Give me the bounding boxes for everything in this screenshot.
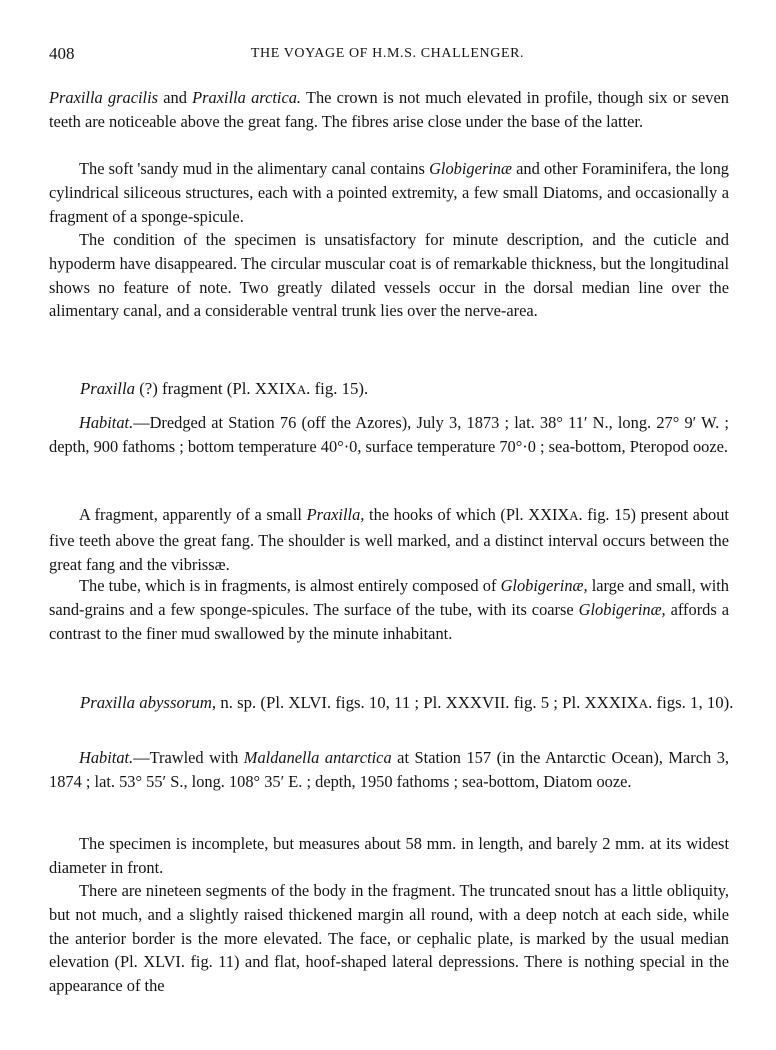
taxon-name: Praxilla abyssorum, bbox=[80, 693, 217, 712]
text-run: A bbox=[569, 509, 579, 523]
text-run: . fig. 15). bbox=[306, 379, 369, 398]
paragraph-1 bbox=[49, 86, 729, 134]
text-run: affords a contrast to the finer mud swallowed by the minute inhabitant. bbox=[49, 599, 729, 643]
habitat-label: Habitat. bbox=[79, 413, 134, 432]
text-run: . fig. 15) present about five teeth above the great fang. The shoulder is well marked, and a distinct interval occurs between the great fang and the vibrissæ. bbox=[49, 505, 729, 574]
page-number: 408 bbox=[49, 44, 75, 63]
taxon-name: Globigerinæ bbox=[429, 159, 512, 178]
paragraph-5 bbox=[49, 574, 729, 645]
text-run: and other Foraminifera, the long cylindrical siliceous structures, each with a pointed extremity, a few small Diatoms, and occasionally a fragment of a sponge-spicule. bbox=[49, 159, 729, 226]
text-run: . figs. 1, 10). bbox=[648, 693, 734, 712]
running-title: THE VOYAGE OF H.M.S. CHALLENGER. bbox=[250, 46, 525, 61]
text-run: large and small, with sand-grains and a few sponge-spicules. The surface of the tube, with its coarse bbox=[49, 576, 729, 619]
paragraph-4 bbox=[49, 503, 729, 576]
text-run: at Station 157 (in the Antarctic Ocean), March 3, 1874 ; lat. 53° 55′ S., long. 108° 35′ E. ; depth, 1950 fathoms ; sea-bottom, Diatom ooze. bbox=[49, 748, 729, 791]
text-run: The crown is not much elevated in profile, though six or seven teeth are noticeable above the great fang. The fibres arise close under the base of the latter. bbox=[49, 88, 729, 131]
taxon-name: Maldanella antarctica bbox=[243, 748, 392, 767]
page-header bbox=[49, 44, 726, 68]
taxon-name: Praxilla arctica. bbox=[192, 88, 302, 107]
text-run: —Trawled with bbox=[133, 748, 244, 767]
text-run: A bbox=[296, 382, 307, 397]
species-heading-1 bbox=[80, 377, 368, 402]
text-run: The tube, which is in fragments, is almost entirely composed of bbox=[79, 576, 501, 595]
text-run: A bbox=[638, 696, 649, 711]
species-heading-2 bbox=[80, 690, 766, 716]
text-run: n. sp. (Pl. XLVI. figs. 10, 11 ; Pl. XXXVII. fig. 5 ; Pl. XXXIX bbox=[216, 693, 639, 712]
taxon-name: Praxilla, bbox=[306, 505, 365, 524]
taxon-name: Globigerinæ, bbox=[578, 599, 666, 619]
text-run: The specimen is incomplete, but measures about 58 mm. in length, and barely 2 mm. at its widest diameter in front. bbox=[49, 834, 729, 877]
paragraph-6 bbox=[49, 832, 729, 880]
habitat-1 bbox=[49, 411, 729, 459]
habitat-label: Habitat. bbox=[79, 748, 134, 767]
text-run: The condition of the specimen is unsatisfactory for minute description, and the cuticle and hypoderm have disappeared. The circular muscular coat is of remarkable thickness, but the longitudinal shows no feature of note. Two greatly dilated vessels occur in the dorsal median line over the alimentary canal, and a considerable ventral trunk lies over the nerve-area. bbox=[49, 230, 729, 321]
text-run: (?) fragment (Pl. XXIX bbox=[135, 379, 297, 398]
paragraph-3 bbox=[49, 228, 729, 323]
text-run: the hooks of which (Pl. XXIX bbox=[364, 505, 570, 524]
habitat-2 bbox=[49, 746, 729, 794]
taxon-name: Praxilla bbox=[80, 379, 135, 398]
taxon-name: Praxilla gracilis bbox=[49, 88, 159, 107]
text-run: There are nineteen segments of the body in the fragment. The truncated snout has a little obliquity, but not much, and a slightly raised thickened margin all round, with a deep notch at each side, while the anterior border is the more elevated. The face, or cephalic plate, is marked by the usual median elevation (Pl. XLVI. fig. 11) and flat, hoof-shaped lateral depressions. There is nothing special in the appearance of the bbox=[49, 881, 729, 996]
paragraph-7 bbox=[49, 879, 729, 998]
text-run: A fragment, apparently of a small bbox=[79, 505, 307, 524]
taxon-name: Globigerinæ, bbox=[500, 576, 588, 595]
text-run: and bbox=[158, 88, 193, 107]
paragraph-2 bbox=[49, 157, 729, 228]
text-run: The soft 'sandy mud in the alimentary canal contains bbox=[79, 159, 430, 178]
text-run: —Dredged at Station 76 (off the Azores), July 3, 1873 ; lat. 38° 11′ N., long. 27° 9′ W. ; depth, 900 fathoms ; bottom temperature 40°·0, surface temperature 70°·0 ; sea-bottom, Pteropod ooze. bbox=[49, 413, 729, 456]
